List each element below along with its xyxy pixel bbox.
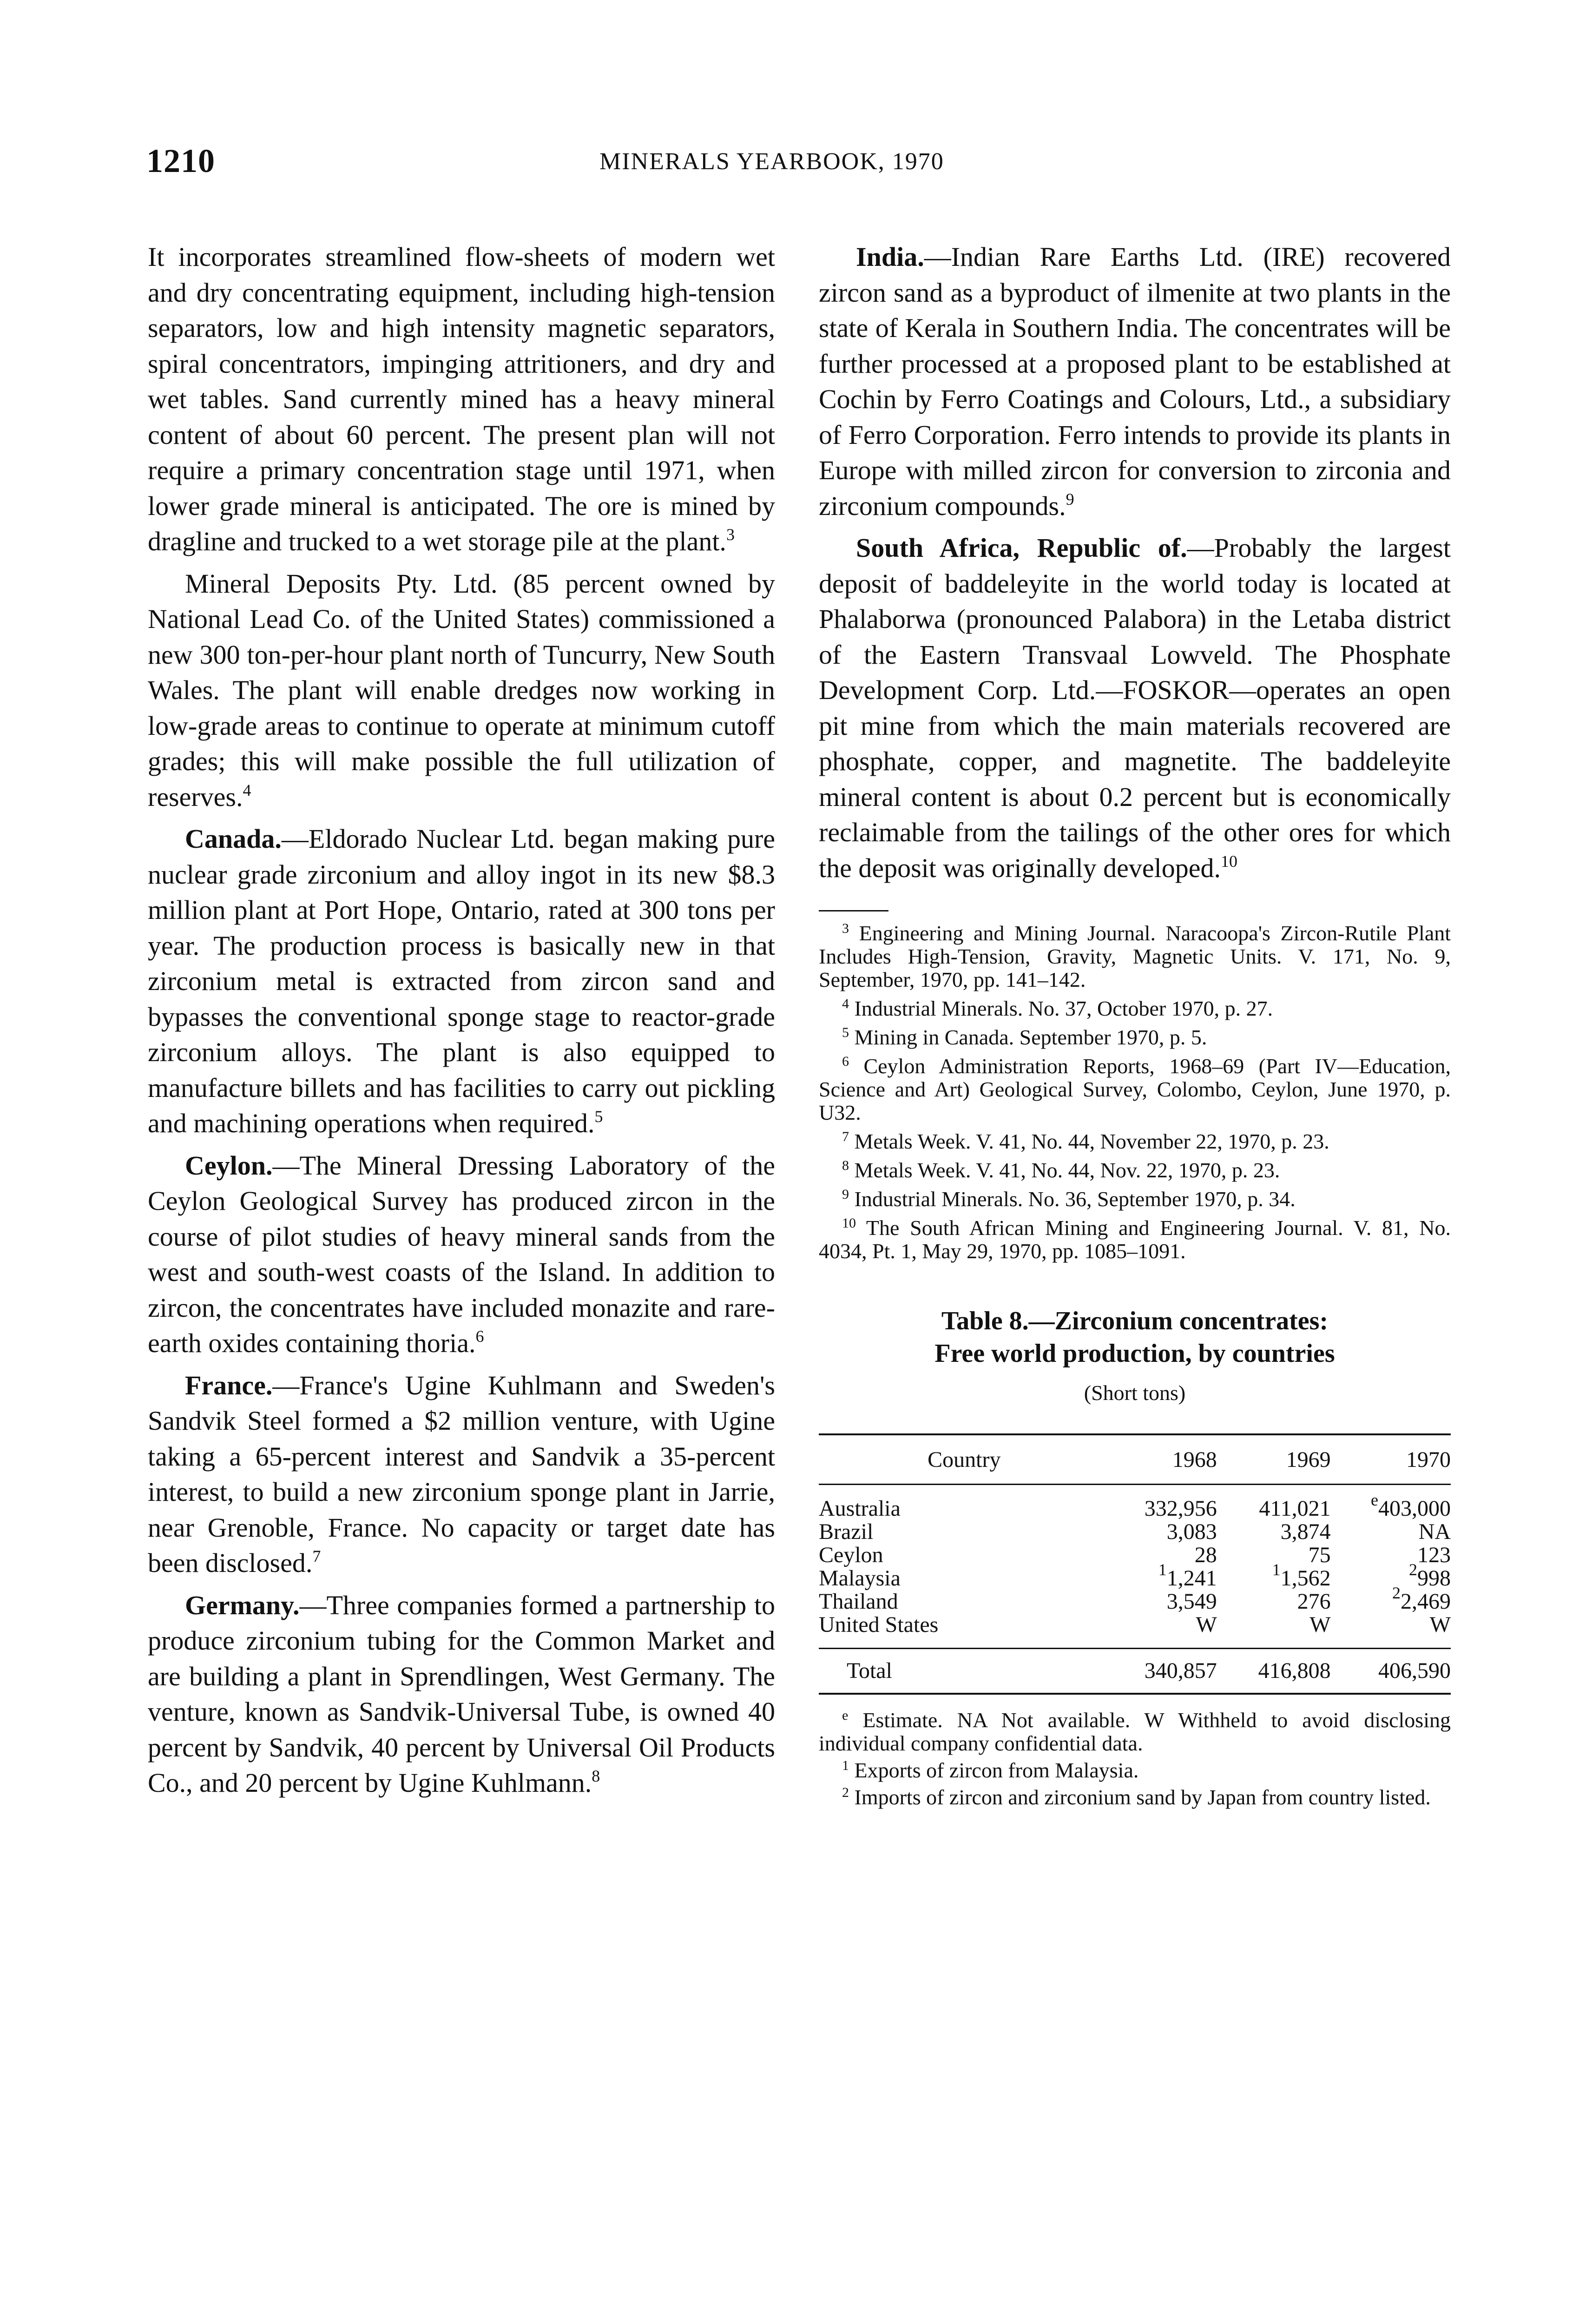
section-heading-ceylon: Ceylon.: [185, 1150, 273, 1181]
section-heading-south-africa: South Africa, Republic of.: [856, 533, 1187, 563]
footnote: $^9$ Industrial Minerals. No. 36, September 1970, p. 34.: [842, 1187, 1296, 1211]
table-note: $^2$ Imports of zircon and zirconium sand by Japan from country listed.: [842, 1784, 1431, 1809]
footnote-ref: 4: [243, 780, 251, 799]
running-header: MINERALS YEARBOOK, 1970: [599, 148, 944, 175]
section-heading-germany: Germany.: [185, 1590, 300, 1620]
table-note: $^e$ Estimate. NA Not available. W Withheld to avoid disclosing individual company confidential data.: [819, 1707, 1451, 1755]
footnote-divider: [819, 910, 888, 911]
section-heading-india: India.: [856, 242, 924, 272]
table-row: Thailand 3,549 276 $^2$2,469: [819, 1583, 1451, 1614]
footnote-ref: 9: [1066, 489, 1074, 508]
footnotes: [819, 922, 1451, 1263]
column-header-1968: 1968: [1110, 1434, 1217, 1485]
footnote: $^8$ Metals Week. V. 41, No. 44, Nov. 22, 1970, p. 23.: [842, 1158, 1280, 1182]
right-column: [819, 239, 1451, 1813]
table-total-row: Total 340,857 416,808 406,590: [819, 1648, 1451, 1694]
footnote: $^7$ Metals Week. V. 41, No. 44, November 22, 1970, p. 23.: [842, 1129, 1329, 1153]
section-heading-canada: Canada.: [185, 824, 282, 854]
table-row: Malaysia $^1$1,241 $^1$1,562 $^2$998: [819, 1560, 1451, 1591]
section-heading-france: France.: [185, 1370, 273, 1400]
paragraph-india: India.—Indian Rare Earths Ltd. (IRE) recovered zircon sand as a byproduct of ilmenite at two plants in the state of Kerala in Southern India. The concentrates will be further processed at a proposed plant to be established at Cochin by Ferro Coatings and Colours, Ltd., a subsidiary of Ferro Corporation. Ferro intends to provide its plants in Europe with milled zircon for conversion to zirconia and zirconium compounds.$^9$: [819, 242, 1451, 521]
table-row: Brazil 3,083 3,874 NA: [819, 1519, 1451, 1544]
table-row: Australia 332,956 411,021 $^e$403,000: [819, 1490, 1451, 1521]
column-header-1969: 1969: [1217, 1434, 1331, 1485]
column-header-1970: 1970: [1331, 1434, 1451, 1485]
footnote: $^5$ Mining in Canada. September 1970, p. 5.: [842, 1025, 1207, 1049]
paragraph-canada: Canada.—Eldorado Nuclear Ltd. began making pure nuclear grade zirconium and alloy ingot in its new $8.3 million plant at Port Hope, Ontario, rated at 300 tons per year. The production process is basically new in that zirconium metal is extracted from zircon sand and bypasses the conventional sponge stage to reactor-grade zirconium alloys. The plant is also equipped to manufacture billets and has facilities to carry out pickling and machining operations when required.$^5$: [148, 824, 775, 1138]
table-unit: (Short tons): [1084, 1381, 1186, 1405]
table-header-row: [819, 1434, 1451, 1485]
paragraph-germany: Germany.—Three companies formed a partnership to produce zirconium tubing for the Common Market and are building a plant in Sprendlingen, West Germany. The venture, known as Sandvik-Universal Tube, is owned 40 percent by Sandvik, 40 percent by Universal Oil Products Co., and 20 percent by Ugine Kuhlmann.$^8$: [148, 1590, 775, 1798]
footnote: $^{10}$ The South African Mining and Engineering Journal. V. 81, No. 4034, Pt. 1, May 29, 1970, pp. 1085–1091.: [819, 1215, 1451, 1263]
production-table: [819, 1433, 1451, 1695]
table-row: United States W W W: [819, 1612, 1451, 1637]
table-note: $^1$ Exports of zircon from Malaysia.: [842, 1757, 1139, 1782]
footnote: $^4$ Industrial Minerals. No. 37, October 1970, p. 27.: [842, 996, 1273, 1020]
paragraph-australia-plant: It incorporates streamlined flow-sheets of modern wet and dry concentrating equipment, including high-tension separators, low and high intensity magnetic separators, spiral concentrators, impinging attritioners, and dry and wet tables. Sand currently mined has a heavy mineral content of about 60 percent. The present plan will not require a primary concentration stage until 1971, when lower grade mineral is anticipated. The ore is mined by dragline and trucked to a wet storage pile at the plant.$^3$: [148, 242, 775, 556]
footnote-ref: 7: [312, 1547, 321, 1565]
left-column: [148, 239, 775, 1808]
page-number: 1210: [146, 142, 215, 179]
column-header-country: Country: [819, 1434, 1110, 1485]
paragraph-france: France.—France's Ugine Kuhlmann and Sweden's Sandvik Steel formed a $2 million venture, with Ugine taking a 65-percent interest and Sandvik a 35-percent interest, to build a new zirconium sponge plant in Jarrie, near Grenoble, France. No capacity or target date has been disclosed.$^7$: [148, 1370, 775, 1578]
table-row: Ceylon 28 75 123: [819, 1542, 1451, 1567]
paragraph-mineral-deposits: Mineral Deposits Pty. Ltd. (85 percent owned by National Lead Co. of the United States) commissioned a new 300 ton-per-hour plant north of Tuncurry, New South Wales. The plant will enable dredges now working in low-grade areas to continue to operate at minimum cutoff grades; this will make possible the full utilization of reserves.$^4$: [148, 568, 775, 812]
paragraph-ceylon: Ceylon.—The Mineral Dressing Laboratory of the Ceylon Geological Survey has produced zircon in the course of pilot studies of heavy mineral sands from the west and south-west coasts of the Island. In addition to zircon, the concentrates have included monazite and rare-earth oxides containing thoria.$^6$: [148, 1150, 775, 1358]
footnote: $^3$ Engineering and Mining Journal. Naracoopa's Zircon-Rutile Plant Includes High-Tension, Gravity, Magnetic Units. V. 171, No. 9, September, 1970, pp. 141–142.: [819, 921, 1451, 991]
footnote-ref: 6: [475, 1327, 484, 1346]
footnote-ref: 10: [1220, 852, 1237, 871]
table-title: Table 8.—Zirconium concentrates: Free world production, by countries: [934, 1307, 1335, 1368]
footnote-ref: 8: [592, 1767, 600, 1785]
footnote-ref: 3: [726, 525, 735, 544]
footnote-ref: 5: [594, 1107, 603, 1126]
footnote: $^6$ Ceylon Administration Reports, 1968–69 (Part IV—Education, Science and Art) Geological Survey, Colombo, Ceylon, June 1970, p. U32.: [819, 1054, 1451, 1124]
paragraph-south-africa: South Africa, Republic of.—Probably the largest deposit of baddeleyite in the world today is located at Phalaborwa (pronounced Palabora) in the Letaba district of the Eastern Transvaal Lowveld. The Phosphate Development Corp. Ltd.—FOSKOR—operates an open pit mine from which the main materials recovered are phosphate, copper, and magnetite. The baddeleyite mineral content is about 0.2 percent but is economically reclaimable from the tailings of the other ores for which the deposit was originally developed.$^{10}$: [819, 533, 1451, 883]
